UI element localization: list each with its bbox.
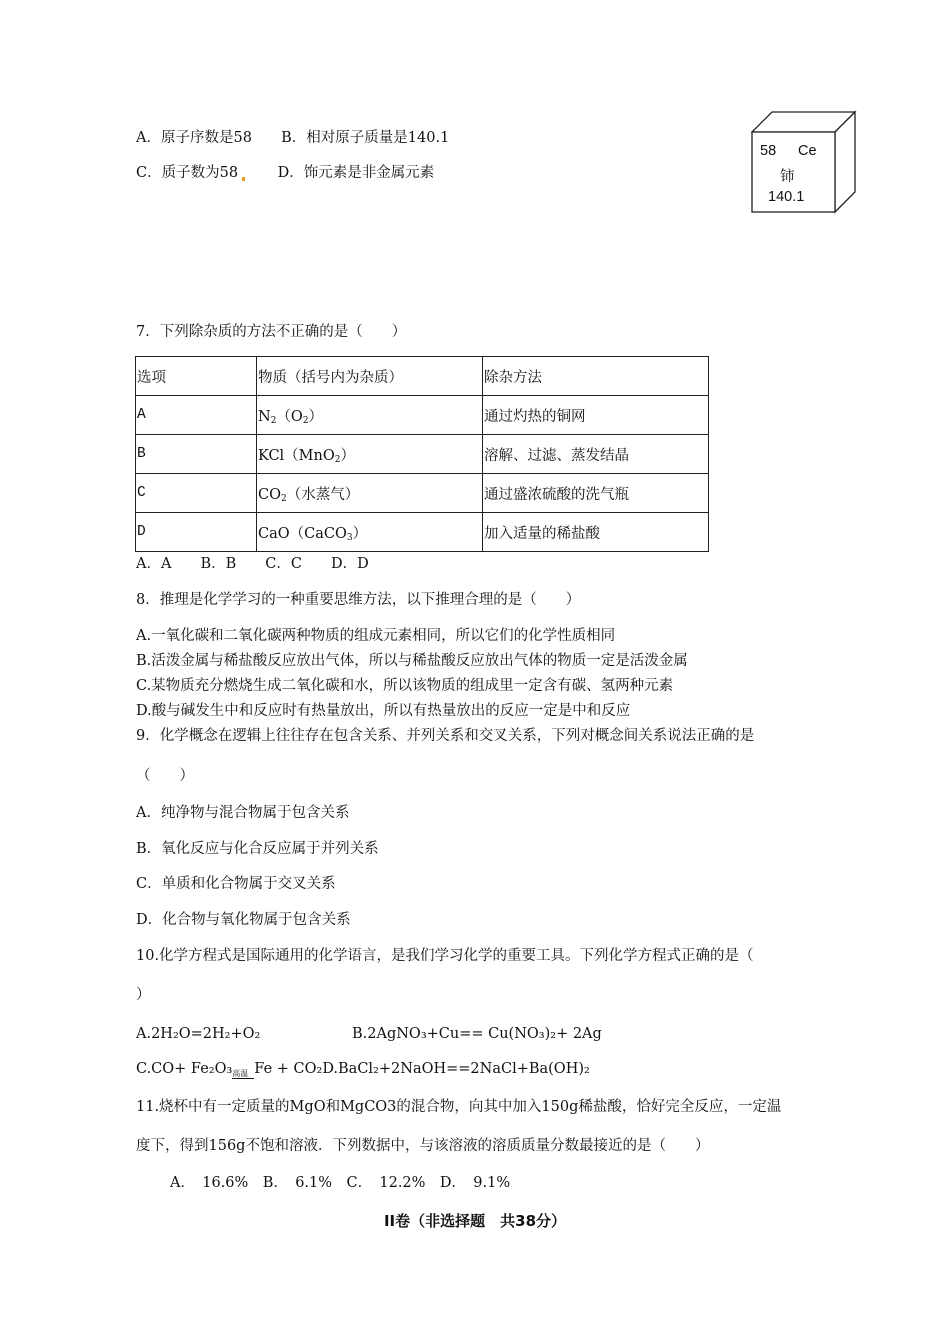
table-row — [136, 396, 709, 435]
q10-option-a: A.2H₂O=2H₂+O₂ — [136, 1026, 261, 1042]
table-cell-option: B — [136, 435, 257, 474]
q6-option-c: C．质子数为58 — [136, 165, 239, 181]
q9-option-d: D．化合物与氧化物属于包含关系 — [136, 912, 351, 928]
q9-option-a: A．纯净物与混合物属于包含关系 — [136, 805, 350, 821]
q8-stem: 8．推理是化学学习的一种重要思维方法，以下推理合理的是（ ） — [136, 592, 581, 608]
q10-paren-close: ） — [136, 987, 151, 1003]
q7-answers: A．A B．B C．C D．D — [136, 556, 369, 572]
table-header-row — [136, 357, 709, 396]
table-cell-substance: KCl（MnO$_2$） — [257, 435, 483, 474]
q10-option-b: B.2AgNO₃+Cu== Cu(NO₃)₂+ 2Ag — [352, 1026, 602, 1042]
element-mass: 140.1 — [768, 189, 805, 205]
q6-option-d: D．饰元素是非金属元素 — [277, 165, 435, 181]
q11-line-1: 11.烧杯中有一定质量的MgO和MgCO3的混合物，向其中加入150g稀盐酸，恰好完全反应，一定温 — [136, 1099, 782, 1115]
table-cell-substance: $CO_2$（水蒸气） — [257, 474, 483, 513]
table-cell-method: 加入适量的稀盐酸 — [483, 513, 709, 552]
table-cell-option: D — [136, 513, 257, 552]
table-row — [136, 474, 709, 513]
table-cell-option: C — [136, 474, 257, 513]
q10-option-c-products: Fe + CO₂ — [254, 1061, 323, 1077]
q9-paren: （ ） — [136, 768, 194, 784]
q9-option-c: C．单质和化合物属于交叉关系 — [136, 876, 336, 892]
element-number: 58 — [760, 143, 777, 159]
q10-line-cd — [136, 1059, 590, 1079]
table-cell-substance: CaO（CaCO$_3$） — [257, 513, 483, 552]
table-cell-substance: $N_2(O_2)$ — [257, 396, 483, 435]
section-title: II卷（非选择题 共38分） — [383, 1212, 567, 1230]
q9-stem: 9．化学概念在逻辑上往往存在包含关系、并列关系和交叉关系，下列对概念间关系说法正确的是 — [136, 728, 755, 744]
q7-stem: 7．下列除杂质的方法不正确的是（ ） — [136, 324, 407, 340]
q8-option-d: D.酸与碱发生中和反应时有热量放出，所以有热量放出的反应一定是中和反应 — [136, 703, 631, 719]
q6-option-a: A．原子序数是58 — [136, 130, 252, 146]
q8-option-a: A.一氧化碳和二氧化碳两种物质的组成元素相同，所以它们的化学性质相同 — [136, 628, 616, 644]
q8-option-b: B.活泼金属与稀盐酸反应放出气体，所以与稀盐酸反应放出气体的物质一定是活泼金属 — [136, 653, 688, 669]
table-cell-method: 通过盛浓硫酸的洗气瓶 — [483, 474, 709, 513]
table-cell-method: 通过灼热的铜网 — [483, 396, 709, 435]
q10-option-c-reactants: C.CO+ Fe₂O₃ — [136, 1061, 233, 1077]
q10-option-d: D.BaCl₂+2NaOH==2NaCl+Ba(OH)₂ — [322, 1061, 590, 1077]
table-row — [136, 435, 709, 474]
cerium-element-cube — [750, 110, 858, 214]
table-cell-method: 溶解、过滤、蒸发结晶 — [483, 435, 709, 474]
table-header-cell: 除杂方法 — [483, 357, 709, 396]
element-symbol: Ce — [798, 143, 817, 159]
q6-line-2 — [136, 163, 434, 183]
q11-line-2: 度下，得到156g不饱和溶液．下列数据中，与该溶液的溶质质量分数最接近的是（ ） — [136, 1138, 710, 1154]
q9-option-b: B．氧化反应与化合反应属于并列关系 — [136, 841, 379, 857]
table-header-cell: 物质（括号内为杂质） — [257, 357, 483, 396]
q10-condition-label: 高温 — [232, 1069, 249, 1078]
table-header-cell: 选项 — [136, 357, 257, 396]
q8-option-c: C.某物质充分燃烧生成二氧化碳和水，所以该物质的组成里一定含有碳、氢两种元素 — [136, 678, 674, 694]
q6-option-b: B．相对原子质量是140.1 — [281, 130, 450, 146]
q6-line-1 — [136, 128, 449, 148]
q11-options: A． 16.6% B． 6.1% C． 12.2% D． 9.1% — [170, 1175, 511, 1191]
table-row — [136, 513, 709, 552]
q7-table — [135, 356, 709, 552]
table-cell-option: A — [136, 396, 257, 435]
orange-dot-mark — [242, 177, 245, 181]
q10-stem: 10.化学方程式是国际通用的化学语言，是我们学习化学的重要工具。下列化学方程式正确的是（ — [136, 948, 754, 964]
element-name: 铈 — [780, 169, 795, 185]
